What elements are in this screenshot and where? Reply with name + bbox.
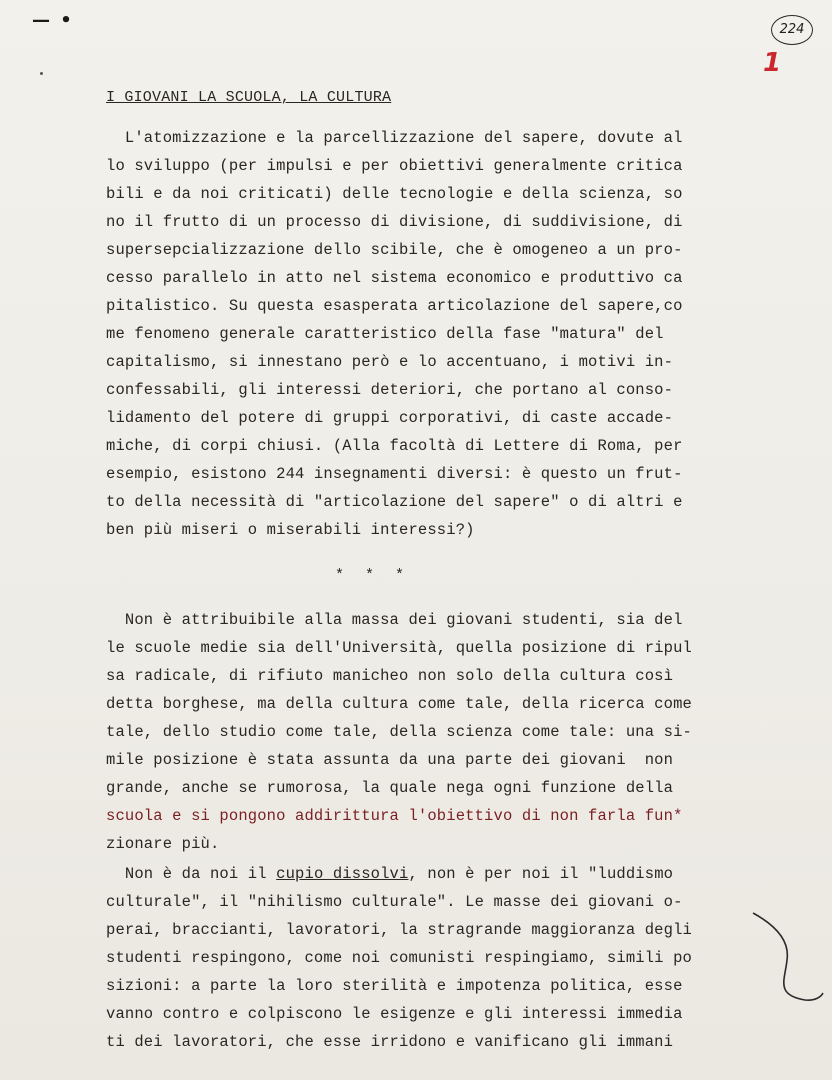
text-line: no il frutto di un processo di divisione, di suddivisione, di <box>106 213 683 231</box>
text-line: lidamento del potere di gruppi corporativi, di caste accade- <box>106 409 674 427</box>
paragraph-1 <box>106 124 706 544</box>
text-line: cesso parallelo in atto nel sistema economico e produttivo ca <box>106 269 683 287</box>
archive-number-stamp: 224 <box>771 15 813 45</box>
text-line: culturale", il "nihilismo culturale". Le masse dei giovani o- <box>106 893 683 911</box>
text-line: esempio, esistono 244 insegnamenti diversi: è questo un frut- <box>106 465 683 483</box>
text-line: zionare più. <box>106 835 220 853</box>
section-separator: * * * <box>335 567 411 584</box>
text-line: mile posizione è stata assunta da una parte dei giovani non <box>106 751 674 769</box>
text-line: tale, dello studio come tale, della scienza come tale: una si- <box>106 723 692 741</box>
handwritten-margin-mark <box>745 905 825 1015</box>
text-line: to della necessità di "articolazione del sapere" o di altri e <box>106 493 683 511</box>
text-line <box>106 860 706 888</box>
text-line: le scuole medie sia dell'Università, quella posizione di ripul <box>106 639 692 657</box>
text-line: lo sviluppo (per impulsi e per obiettivi generalmente critica <box>106 157 683 175</box>
text-line: scuola e si pongono addirittura l'obiettivo di non farla fun* <box>106 807 683 825</box>
latin-phrase: cupio dissolvi <box>276 865 409 883</box>
paragraph-2 <box>106 606 706 858</box>
text-line: ti dei lavoratori, che esse irridono e vanificano gli immani <box>106 1033 674 1051</box>
page-number: 1 <box>763 48 782 78</box>
text-line: bili e da noi criticati) delle tecnologie e della scienza, so <box>106 185 683 203</box>
text-line: studenti respingono, come noi comunisti respingiamo, simili po <box>106 949 692 967</box>
text-line: ben più miseri o miserabili interessi?) <box>106 521 475 539</box>
text-line: sizioni: a parte la loro sterilità e impotenza politica, esse <box>106 977 683 995</box>
text-line: miche, di corpi chiusi. (Alla facoltà di Lettere di Roma, per <box>106 437 683 455</box>
corner-mark: — • <box>32 10 74 31</box>
text-line: detta borghese, ma della cultura come tale, della ricerca come <box>106 695 692 713</box>
text-line: capitalismo, si innestano però e lo accentuano, i motivi in- <box>106 353 674 371</box>
text-line: L'atomizzazione e la parcellizzazione del sapere, dovute al <box>106 129 683 147</box>
text-line: confessabili, gli interessi deteriori, che portano al conso- <box>106 381 674 399</box>
text-line: supersepcializzazione dello scibile, che è omogeneo a un pro- <box>106 241 683 259</box>
text-line: vanno contro e colpiscono le esigenze e gli interessi immedia <box>106 1005 683 1023</box>
text-line: Non è attribuibile alla massa dei giovani studenti, sia del <box>106 611 683 629</box>
text-segment: Non è da noi il <box>106 865 277 883</box>
text-line: pitalistico. Su questa esasperata articolazione del sapere,co <box>106 297 683 315</box>
text-segment: , non è per noi il "luddismo <box>408 865 674 883</box>
text-line: sa radicale, di rifiuto manicheo non solo della cultura così <box>106 667 674 685</box>
text-line: grande, anche se rumorosa, la quale nega ogni funzione della <box>106 779 674 797</box>
document-title: I GIOVANI LA SCUOLA, LA CULTURA <box>106 89 392 106</box>
text-line: me fenomeno generale caratteristico della fase "matura" del <box>106 325 664 343</box>
paragraph-3 <box>106 860 706 1056</box>
text-line: perai, braccianti, lavoratori, la stragrande maggioranza degli <box>106 921 692 939</box>
margin-dot <box>40 72 43 75</box>
